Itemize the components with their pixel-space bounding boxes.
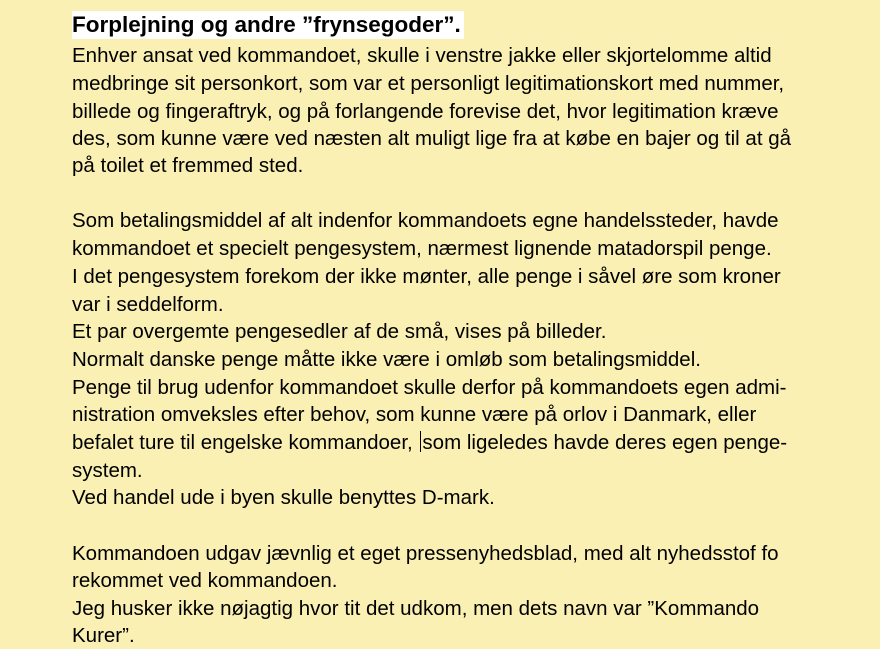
text-line: Enhver ansat ved kommandoet, skulle i venstre jakke eller skjortelomme altid (72, 44, 772, 67)
text-line: Normalt danske penge måtte ikke være i omløb som betalingsmiddel. (72, 348, 701, 371)
text-line: Kommandoen udgav jævnlig et eget pressenyhedsblad, med alt nyhedsstof fo (72, 542, 779, 565)
text-segment: befalet ture til engelske kommandoer, (72, 431, 419, 454)
text-line: nistration omveksles efter behov, som kunne være på orlov i Danmark, eller (72, 403, 757, 426)
text-line: Et par overgemte pengesedler af de små, vises på billeder. (72, 320, 607, 343)
text-line: rekommet ved kommandoen. (72, 569, 338, 592)
document-title: Forplejning og andre ”frynsegoder”. (72, 11, 464, 39)
text-line: billede og fingeraftryk, og på forlangende forevise det, hvor legitimation kræve (72, 100, 779, 123)
text-line: Ved handel ude i byen skulle benyttes D-mark. (72, 486, 495, 509)
text-line: kommandoet et specielt pengesystem, nærmest lignende matadorspil penge. (72, 237, 772, 260)
text-line: system. (72, 459, 143, 482)
text-line: Jeg husker ikke nøjagtig hvor tit det udkom, men dets navn var ”Kommando (72, 597, 760, 620)
text-line-with-cursor (72, 429, 787, 456)
text-line: Som betalingsmiddel af alt indenfor kommandoets egne handelssteder, havde (72, 209, 779, 232)
text-segment: som ligeledes havde deres egen penge- (422, 431, 788, 454)
text-line: på toilet et fremmed sted. (72, 154, 304, 177)
text-line: var i seddelform. (72, 293, 224, 316)
text-line: medbringe sit personkort, som var et personligt legitimationskort med nummer, (72, 72, 785, 95)
text-line: Penge til brug udenfor kommandoet skulle derfor på kommandoets egen admi- (72, 376, 787, 399)
text-line: Kurer”. (72, 624, 135, 647)
text-line: I det pengesystem forekom der ikke mønter, alle penge i såvel øre som kroner (72, 265, 781, 288)
text-line: des, som kunne være ved næsten alt muligt lige fra at købe en bajer og til at gå (72, 127, 792, 150)
